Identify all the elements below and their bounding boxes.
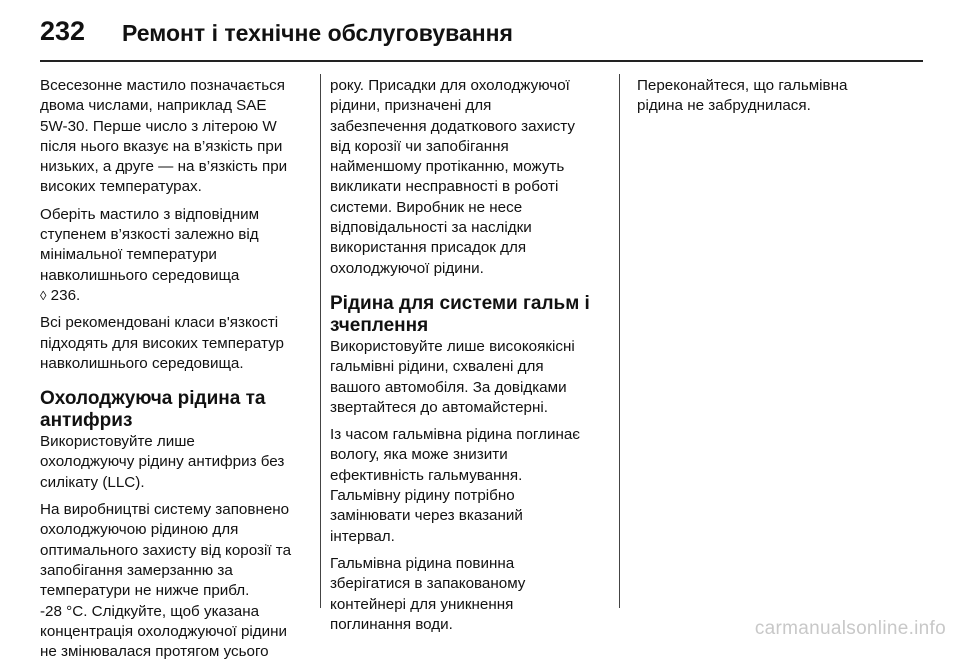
column-2	[330, 76, 614, 642]
coolant-additives-paragraph: року. Присадки для охолоджуючої рідини, призначені для забезпечення додаткового захисту від корозії чи запобігання найменшому протіканню, можуть викликати несправності в роботі системи. Виробник не несе відповідальності за наслідки використання присадок для охолоджуючої рідини.	[330, 77, 575, 277]
viscosity-classes-paragraph: Всі рекомендовані класи в'язкості підходять для високих температур навколишнього середовища.	[40, 314, 284, 372]
page-header	[40, 12, 920, 62]
column-divider-1	[320, 74, 321, 608]
watermark: carmanualsonline.info	[754, 618, 946, 639]
oil-selection-paragraph: Оберіть мастило з відповідним ступенем в’язкості залежно від мінімальної температури навколишнього середовища ◊ 236.	[40, 205, 312, 306]
brake-fluid-heading: Рідина для системи гальм і зчеплення	[330, 292, 590, 336]
page-number: 232	[40, 16, 86, 46]
coolant-factory-paragraph: На виробництві систему заповнено охолоджуючою рідиною для оптимального захисту від корозії та запобігання замерзанню за температури не нижче прибл. -28 °C. Слідкуйте, щоб указана концентрація охолоджуючої рідини не змінювалася протягом усього	[40, 501, 292, 661]
page-reference-link[interactable]: ◊ 236.	[40, 286, 81, 304]
brake-fluid-moisture-paragraph: Із часом гальмівна рідина поглинає вологу, яка може знизити ефективність гальмування. Гальмівну рідину потрібно замінювати через вказаний інтервал.	[330, 426, 581, 545]
brake-fluid-usage-paragraph: Використовуйте лише високоякісні гальмівні рідини, схвалені для вашого автомобіля. За довідками звертайтеся до автомайстерні.	[330, 337, 575, 416]
chapter-title: Ремонт і технічне обслуговування	[122, 20, 513, 46]
column-divider-2	[619, 74, 620, 608]
oil-viscosity-paragraph: Всесезонне мастило позначається двома числами, наприклад SAE 5W-30. Перше число з літерою W після нього вказує на в’язкість при низьких, а друге — на в’язкість при високих температурах.	[40, 77, 288, 196]
column-1	[40, 76, 312, 669]
column-3	[637, 76, 921, 124]
coolant-heading: Охолоджуюча рідина та антифриз	[40, 388, 266, 432]
coolant-usage-paragraph: Використовуйте лише охолоджуючу рідину антифриз без силікату (LLC).	[40, 433, 285, 491]
brake-fluid-contamination-paragraph: Переконайтеся, що гальмівна рідина не забруднилася.	[637, 77, 848, 115]
header-divider	[40, 60, 923, 62]
arrow-reference-icon: ◊	[40, 287, 47, 303]
brake-fluid-storage-paragraph: Гальмівна рідина повинна зберігатися в запакованому контейнері для уникнення поглинання води.	[330, 554, 526, 633]
